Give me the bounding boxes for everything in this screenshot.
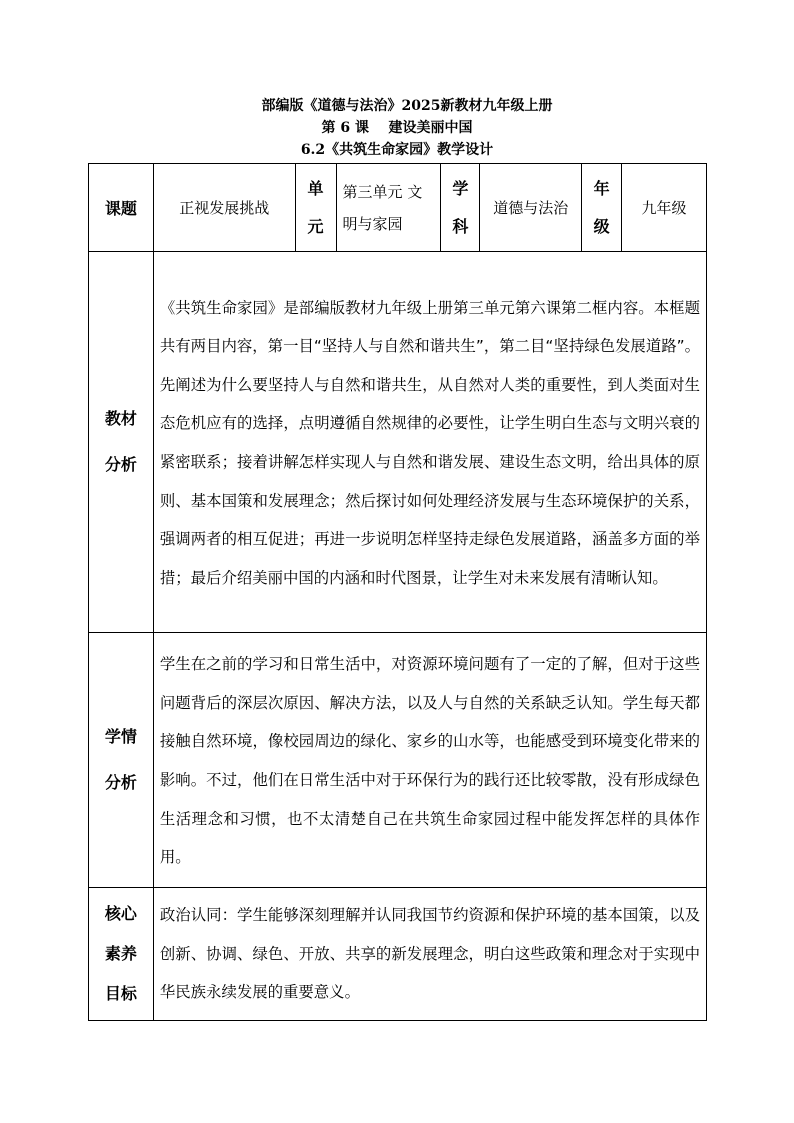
- student-analysis-content: 学生在之前的学习和日常生活中，对资源环境问题有了一定的了解，但对于这些问题背后的深层次原因、解决方法，以及人与自然的关系缺乏认知。学生每天都接触自然环境，像校园周边的绿化、家乡的山水等，也能感受到环境变化带来的影响。不过，他们在日常生活中对于环保行为的践行还比较零散，没有形成绿色生活理念和习惯，也不太清楚自己在共筑生命家园过程中能发挥怎样的具体作用。: [153, 633, 706, 888]
- textbook-analysis-row: [89, 252, 707, 633]
- section-title: 6.2《共筑生命家园》教学设计: [300, 142, 494, 158]
- subject-label: 学科: [441, 164, 480, 252]
- textbook-label-line1: 教材: [104, 409, 137, 428]
- textbook-analysis-content: 《共筑生命家园》是部编版教材九年级上册第三单元第六课第二框内容。本框题共有两目内容，第一目“坚持人与自然和谐共生”，第二目“坚持绿色发展道路”。先阐述为什么要坚持人与自然和谐共生，从自然对人类的重要性，到人类面对生态危机应有的选择，点明遵循自然规律的必要性，让学生明白生态与文明兴衰的紧密联系；接着讲解怎样实现人与自然和谐发展、建设生态文明，给出具体的原则、基本国策和发展理念；然后探讨如何处理经济发展与生态环境保护的关系，强调两者的相互促进；再进一步说明怎样坚持走绿色发展道路，涵盖多方面的举措；最后介绍美丽中国的内涵和时代图景，让学生对未来发展有清晰认知。: [153, 252, 706, 633]
- textbook-label-line2: 分析: [104, 455, 137, 474]
- goals-label-line2: 素养: [104, 944, 137, 963]
- info-row: [89, 164, 707, 252]
- document-header: [0, 95, 794, 161]
- core-goals-content: 政治认同：学生能够深刻理解并认同我国节约资源和保护环境的基本国策，以及创新、协调、绿色、开放、共享的新发展理念，明白这些政策和理念对于实现中华民族永续发展的重要意义。: [153, 888, 706, 1021]
- core-goals-row: [89, 888, 707, 1021]
- goals-label-line1: 核心: [104, 904, 137, 923]
- lesson-plan-table: [88, 163, 707, 1021]
- student-label-line2: 分析: [104, 773, 137, 792]
- subject-value: 道德与法治: [480, 164, 582, 252]
- doc-title: 部编版《道德与法治》2025新教材九年级上册: [261, 98, 553, 114]
- core-goals-label: [89, 888, 154, 1021]
- goals-label-line3: 目标: [104, 984, 137, 1003]
- student-analysis-label: [89, 633, 154, 888]
- topic-value: 正视发展挑战: [153, 164, 295, 252]
- grade-value: 九年级: [622, 164, 707, 252]
- student-label-line1: 学情: [104, 727, 137, 746]
- student-analysis-row: [89, 633, 707, 888]
- textbook-analysis-label: [89, 252, 154, 633]
- unit-value: 第三单元 文明与家园: [336, 164, 441, 252]
- grade-label: 年级: [582, 164, 622, 252]
- unit-label: 单元: [295, 164, 336, 252]
- lesson-title: 第 6 课 建设美丽中国: [321, 120, 473, 136]
- topic-label: 课题: [89, 164, 154, 252]
